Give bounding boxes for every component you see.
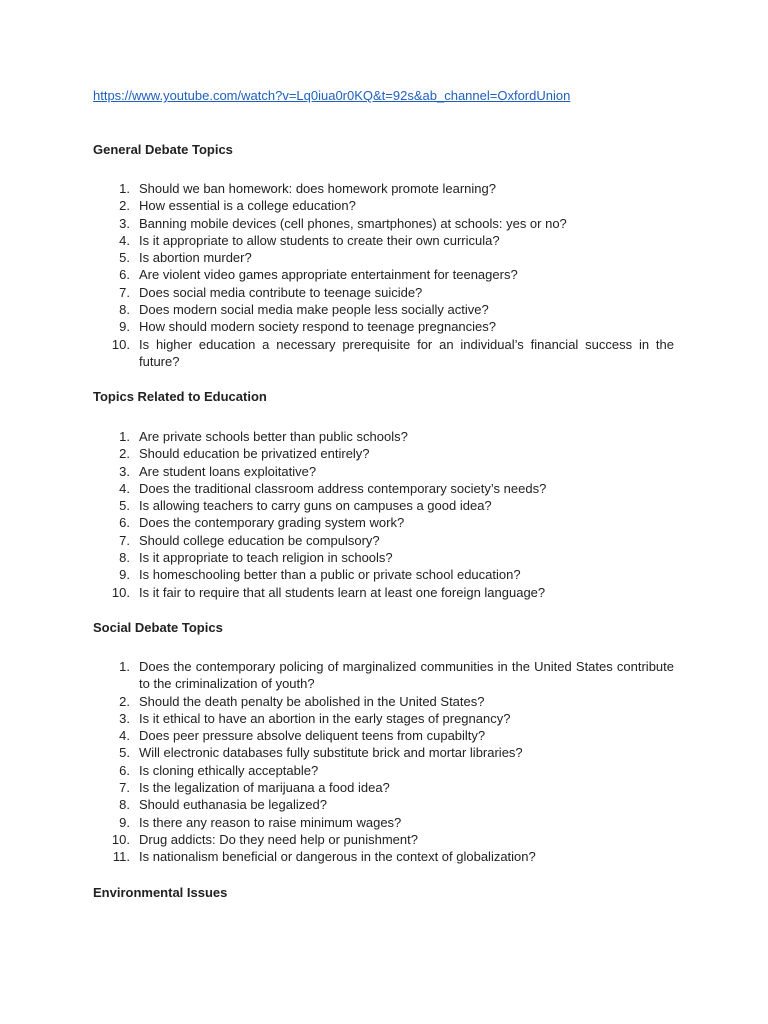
list-item-text: Does the contemporary policing of marginalized communities in the United States contribute to the criminalization of youth? <box>139 659 674 692</box>
section-heading-social: Social Debate Topics <box>93 620 223 635</box>
list-item <box>93 658 674 693</box>
list-item <box>93 215 674 232</box>
list-item-text: Is abortion murder? <box>139 250 252 266</box>
list-item-text: Does the contemporary grading system work? <box>139 515 405 531</box>
list-item <box>93 301 674 318</box>
list-item-text: Should the death penalty be abolished in the United States? <box>139 693 485 709</box>
list-item <box>93 831 674 848</box>
list-item-number: 9. <box>119 567 130 583</box>
list-item-number: 8. <box>119 797 130 813</box>
list-item-text: Are private schools better than public schools? <box>139 429 408 444</box>
list-item-text: Are violent video games appropriate entertainment for teenagers? <box>139 267 518 283</box>
list-item-text: Does the traditional classroom address contemporary society’s needs? <box>139 480 547 496</box>
list-item-text: Is homeschooling better than a public or private school education? <box>139 567 521 583</box>
list-item-number: 6. <box>119 515 130 531</box>
section-heading-education: Topics Related to Education <box>93 389 267 404</box>
list-item <box>93 445 674 462</box>
list-item-number: 3. <box>119 463 130 479</box>
list-item-number: 1. <box>119 659 130 674</box>
list-item-number: 4. <box>119 728 130 744</box>
list-item <box>93 710 674 727</box>
list-item-text: Drug addicts: Do they need help or punishment? <box>139 831 418 847</box>
list-item-text: Is allowing teachers to carry guns on campuses a good idea? <box>139 498 492 514</box>
list-item-text: Banning mobile devices (cell phones, smartphones) at schools: yes or no? <box>139 215 567 231</box>
list-item-text: Should we ban homework: does homework promote learning? <box>139 181 496 196</box>
list-item-number: 3. <box>119 710 130 726</box>
list-item-text: Is cloning ethically acceptable? <box>139 762 319 778</box>
list-item <box>93 336 674 371</box>
list-item <box>93 532 674 549</box>
list-item-number: 10. <box>111 831 130 847</box>
list-item-number: 5. <box>119 498 130 514</box>
list-item-number: 8. <box>119 550 130 566</box>
list-item-number: 9. <box>119 319 130 335</box>
youtube-link[interactable]: https://www.youtube.com/watch?v=Lq0iua0r0KQ&t=92s&ab_channel=OxfordUnion <box>93 88 571 103</box>
list-item-number: 4. <box>119 232 130 248</box>
list-item <box>93 848 674 865</box>
list-item <box>93 814 674 831</box>
list-item <box>93 266 674 283</box>
list-item-number: 10. <box>111 584 130 600</box>
list-item <box>93 796 674 813</box>
list-item <box>93 497 674 514</box>
list-item-text: Is higher education a necessary prerequisite for an individual’s financial success in the future? <box>139 336 674 369</box>
list-item-text: Should euthanasia be legalized? <box>139 797 327 813</box>
list-item-number: 2. <box>119 446 130 462</box>
list-item <box>93 514 674 531</box>
list-item-number: 6. <box>119 762 130 778</box>
list-item <box>93 480 674 497</box>
list-item-text: Are student loans exploitative? <box>139 463 317 479</box>
list-item-text: Is there any reason to raise minimum wages? <box>139 814 402 830</box>
list-item-number: 10. <box>111 336 130 352</box>
list-item-text: Should education be privatized entirely? <box>139 446 370 462</box>
list-item-number: 7. <box>119 284 130 300</box>
education-topics-list <box>93 428 674 601</box>
list-item <box>93 693 674 710</box>
list-item-number: 6. <box>119 267 130 283</box>
list-item-text: Is it appropriate to teach religion in schools? <box>139 550 393 566</box>
list-item-text: Is it appropriate to allow students to create their own curricula? <box>139 232 500 248</box>
list-item-number: 5. <box>119 250 130 266</box>
list-item-number: 7. <box>119 532 130 548</box>
list-item-text: How essential is a college education? <box>139 198 356 214</box>
list-item-number: 1. <box>119 181 130 196</box>
list-item <box>93 318 674 335</box>
list-item-number: 11. <box>112 849 130 865</box>
list-item <box>93 762 674 779</box>
list-item <box>93 779 674 796</box>
list-item-text: Does social media contribute to teenage suicide? <box>139 284 423 300</box>
list-item-number: 3. <box>119 215 130 231</box>
list-item-number: 8. <box>119 302 130 318</box>
general-topics-list <box>93 180 674 370</box>
list-item-text: Is the legalization of marijuana a food idea? <box>139 780 390 796</box>
list-item <box>93 584 674 601</box>
list-item-text: Should college education be compulsory? <box>139 532 380 548</box>
list-item-number: 7. <box>119 780 130 796</box>
list-item-text: Will electronic databases fully substitute brick and mortar libraries? <box>139 745 523 761</box>
section-heading-general: General Debate Topics <box>93 142 233 157</box>
list-item-number: 2. <box>119 198 130 214</box>
list-item <box>93 463 674 480</box>
list-item-number: 4. <box>119 480 130 496</box>
list-item <box>93 744 674 761</box>
list-item-text: How should modern society respond to teenage pregnancies? <box>139 319 497 335</box>
list-item-number: 9. <box>119 814 130 830</box>
list-item <box>93 566 674 583</box>
social-topics-list <box>93 658 674 866</box>
list-item <box>93 284 674 301</box>
list-item-text: Does modern social media make people less socially active? <box>139 302 489 318</box>
list-item-text: Is nationalism beneficial or dangerous in the context of globalization? <box>139 849 536 865</box>
list-item-text: Does peer pressure absolve deliquent teens from cupabilty? <box>139 728 486 744</box>
list-item <box>93 549 674 566</box>
list-item-text: Is it ethical to have an abortion in the early stages of pregnancy? <box>139 710 511 726</box>
list-item-text: Is it fair to require that all students learn at least one foreign language? <box>139 584 546 600</box>
list-item <box>93 197 674 214</box>
list-item-number: 1. <box>119 429 130 444</box>
list-item-number: 2. <box>119 693 130 709</box>
list-item <box>93 249 674 266</box>
section-heading-environmental: Environmental Issues <box>93 885 228 900</box>
list-item <box>93 727 674 744</box>
list-item-number: 5. <box>119 745 130 761</box>
list-item <box>93 232 674 249</box>
list-item <box>93 180 674 197</box>
list-item <box>93 428 674 445</box>
